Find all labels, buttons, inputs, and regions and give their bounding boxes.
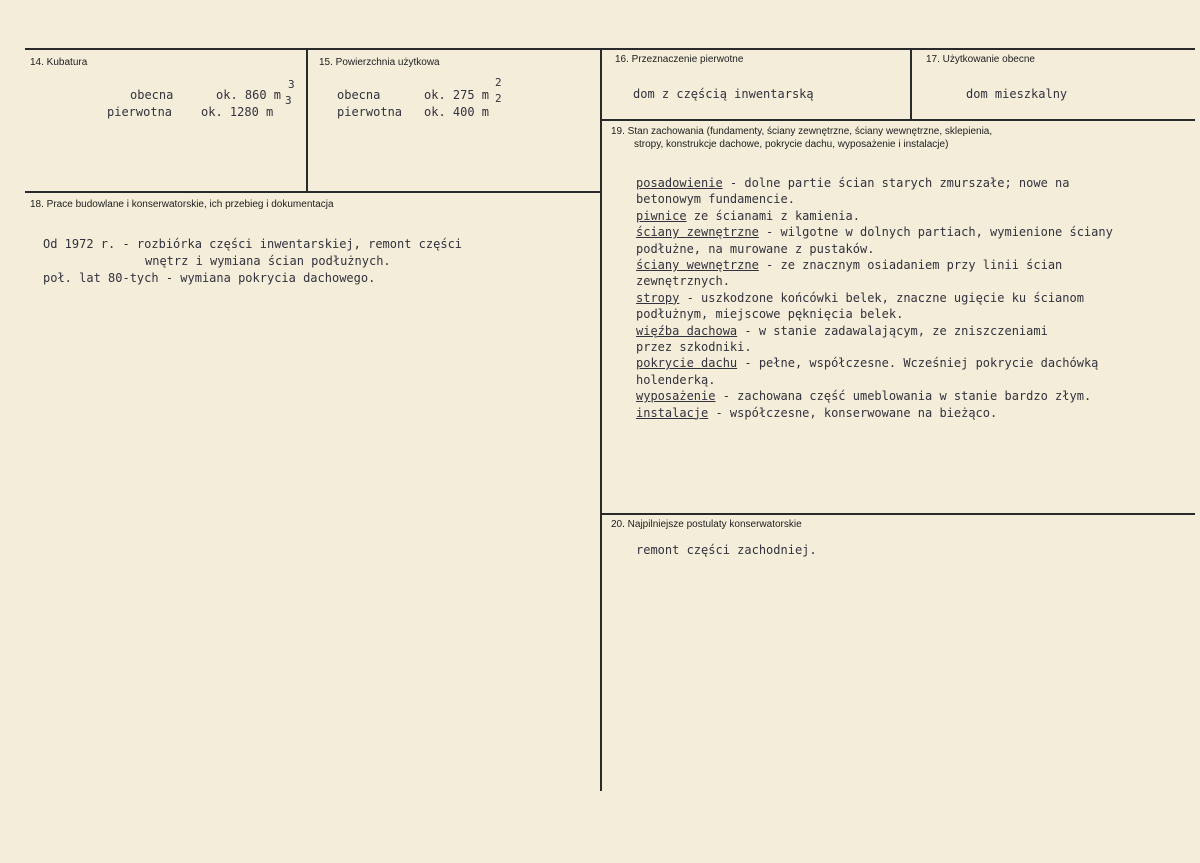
entry-key: posadowienie xyxy=(636,176,723,190)
kubatura-pierwotna-sup: 3 xyxy=(285,94,292,107)
section-18-label: 18. Prace budowlane i konserwatorskie, ich przebieg i dokumentacja xyxy=(30,199,334,210)
entry-continuation: przez szkodniki. xyxy=(636,340,752,355)
entry-key: instalacje xyxy=(636,405,709,420)
entry-text: - wilgotne w dolnych partiach, wymienione ściany xyxy=(758,225,1113,240)
entry-wiezba-dachowa xyxy=(636,323,1113,339)
entry-text: - zachowana część umeblowania w stanie bardzo złym. xyxy=(715,389,1092,404)
entry-stropy xyxy=(636,290,1113,306)
section-14-label: 14. Kubatura xyxy=(30,57,88,68)
divider-left-right xyxy=(600,49,602,791)
top-border-line xyxy=(25,48,1195,50)
powierzchnia-obecna-value: ok. 275 m xyxy=(424,88,490,102)
section-19-label-line-1: 19. Stan zachowania (fundamenty, ściany zewnętrzne, ściany wewnętrzne, sklepienia, xyxy=(611,126,993,137)
section-15-label: 15. Powierzchnia użytkowa xyxy=(319,57,440,68)
prace-line-1: Od 1972 r. - rozbiórka części inwentarskiej, remont części xyxy=(43,237,463,251)
entry-key: stropy xyxy=(636,290,680,305)
prace-line-3: poł. lat 80-tych - wymiana pokrycia dachowego. xyxy=(43,271,376,285)
przeznaczenie-pierwotne-value: dom z częścią inwentarską xyxy=(633,87,814,101)
section-17-label: 17. Użytkowanie obecne xyxy=(926,54,1035,65)
entry-text: - pełne, współczesne. Wcześniej pokrycie dachówką xyxy=(737,356,1099,371)
stan-zachowania-text xyxy=(636,175,1113,421)
entry-continuation: podłużne, na murowane z pustaków. xyxy=(636,241,875,256)
entry-continuation: zewnętrznych. xyxy=(636,274,730,289)
kubatura-pierwotna-value: ok. 1280 m xyxy=(201,105,274,119)
entry-key: ściany wewnętrzne xyxy=(636,258,759,273)
postulaty-value: remont części zachodniej. xyxy=(636,543,817,557)
entry-continuation: betonowym fundamencie. xyxy=(636,192,795,207)
entry-text: - dolne partie ścian starych zmurszałe; nowe na xyxy=(722,176,1070,190)
kubatura-obecna-value: ok. 860 m xyxy=(216,88,282,102)
powierzchnia-pierwotna-sup: 2 xyxy=(495,92,502,105)
powierzchnia-pierwotna-value: ok. 400 m xyxy=(424,105,490,119)
entry-instalacje xyxy=(636,405,1113,421)
entry-key: pokrycie dachu xyxy=(636,356,738,371)
entry-key: piwnice xyxy=(636,208,687,223)
entry-sciany-wewnetrzne xyxy=(636,257,1113,273)
section-16-label: 16. Przeznaczenie pierwotne xyxy=(615,54,744,65)
entry-posadowienie xyxy=(636,175,1113,191)
kubatura-obecna-sup: 3 xyxy=(288,78,295,91)
prace-line-2: wnętrz i wymiana ścian podłużnych. xyxy=(145,254,391,268)
powierzchnia-obecna-label: obecna xyxy=(337,88,381,102)
powierzchnia-obecna-sup: 2 xyxy=(495,76,502,89)
entry-text: - uszkodzone końcówki belek, znaczne ugięcie ku ścianom xyxy=(679,290,1084,305)
entry-key: wyposażenie xyxy=(636,389,716,404)
entry-text: - współczesne, konserwowane na bieżąco. xyxy=(708,405,998,420)
entry-key: ściany zewnętrzne xyxy=(636,225,759,240)
entry-text: ze ścianami z kamienia. xyxy=(686,208,860,223)
entry-continuation: podłużnym, miejscowe pęknięcia belek. xyxy=(636,307,904,322)
entry-piwnice xyxy=(636,208,1113,224)
divider-14-15 xyxy=(306,49,308,191)
powierzchnia-pierwotna-label: pierwotna xyxy=(337,105,403,119)
entry-text: - ze znacznym osiadaniem przy linii ścian xyxy=(758,258,1063,273)
divider-under-14-15 xyxy=(25,191,601,193)
entry-text: - w stanie zadawalającym, ze zniszczeniami xyxy=(737,323,1048,338)
kubatura-pierwotna-label: pierwotna xyxy=(107,105,173,119)
section-20-label: 20. Najpilniejsze postulaty konserwatorskie xyxy=(611,519,802,530)
entry-sciany-zewnetrzne xyxy=(636,224,1113,240)
divider-under-16-17 xyxy=(601,119,1195,121)
entry-pokrycie-dachu xyxy=(636,355,1113,371)
divider-16-17 xyxy=(910,49,912,119)
section-19-label-line-2: stropy, konstrukcje dachowe, pokrycie dachu, wyposażenie i instalacje) xyxy=(634,139,949,150)
divider-under-19 xyxy=(601,513,1195,515)
entry-continuation: holenderką. xyxy=(636,372,716,387)
entry-wyposazenie xyxy=(636,388,1113,404)
uzytkowanie-obecne-value: dom mieszkalny xyxy=(966,87,1068,101)
kubatura-obecna-label: obecna xyxy=(130,88,174,102)
entry-key: więźba dachowa xyxy=(636,323,738,338)
